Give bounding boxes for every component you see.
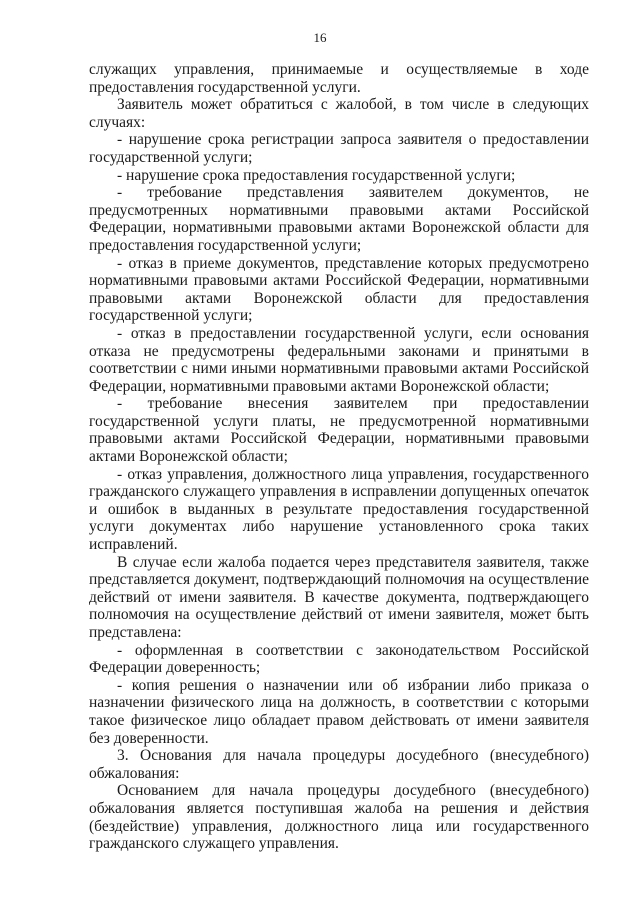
list-item-appointment-copy: - копия решения о назначении или об избрании либо приказа о назначении физического лица на должность, в соответствии с которыми такое физическое лицо обладает правом действовать от имени заявителя без доверенности. [89, 676, 589, 747]
list-item-service-deadline: - нарушение срока предоставления государственной услуги; [117, 166, 516, 184]
paragraph-complaint-intro: Заявитель может обратиться с жалобой, в том числе в следующих случаях: [89, 96, 589, 131]
list-item-document-refusal: - отказ в приеме документов, представление которых предусмотрено нормативными правовыми актами Российской Федерации, нормативными правовыми актами Воронежской области для предоставления государственной услуги; [89, 254, 589, 325]
paragraph-representative: В случае если жалоба подается через представителя заявителя, также представляется документ, подтверждающий полномочия на осуществление действий от имени заявителя. В качестве документа, подтверждающего полномочия на осуществление действий от имени заявителя, может быть представлена: [89, 553, 589, 641]
list-item-registration-deadline: - нарушение срока регистрации запроса заявителя о предоставлении государственной услуги; [89, 131, 589, 166]
paragraph-continuation: служащих управления, принимаемые и осуществляемые в ходе предоставления государственной услуги. [89, 61, 589, 96]
page-number: 16 [313, 30, 327, 45]
list-item-fee-requirement: - требование внесения заявителем при предоставлении государственной услуги платы, не предусмотренной нормативными правовыми актами Российской Федерации, нормативными правовыми актами Воронежской области; [89, 395, 589, 466]
paragraph-appeal-grounds: Основанием для начала процедуры досудебного (внесудебного) обжалования является поступившая жалоба на решения и действия (бездействие) управления, должностного лица или государственного гражданского служащего управления. [89, 782, 589, 853]
document-body [89, 61, 589, 853]
list-item-extra-documents: - требование представления заявителем документов, не предусмотренных нормативными правовыми актами Российской Федерации, нормативными правовыми актами Воронежской области для предоставления государственной услуги; [89, 184, 589, 254]
list-item-service-refusal: - отказ в предоставлении государственной услуги, если основания отказа не предусмотрены федеральными законами и принятыми в соответствии с ними иными нормативными правовыми актами Российской Федерации, нормативными правовыми актами Воронежской области; [89, 324, 589, 395]
section-heading-appeal-grounds: 3. Основания для начала процедуры досудебного (внесудебного) обжалования: [89, 747, 589, 782]
list-item-correction-refusal: - отказ управления, должностного лица управления, государственного гражданского служащего управления в исправлении допущенных опечаток и ошибок в выданных в результате предоставления государственной услуги документах либо нарушение установленного срока таких исправлений. [89, 465, 589, 554]
list-item-power-of-attorney: - оформленная в соответствии с законодательством Российской Федерации доверенность; [89, 641, 589, 677]
